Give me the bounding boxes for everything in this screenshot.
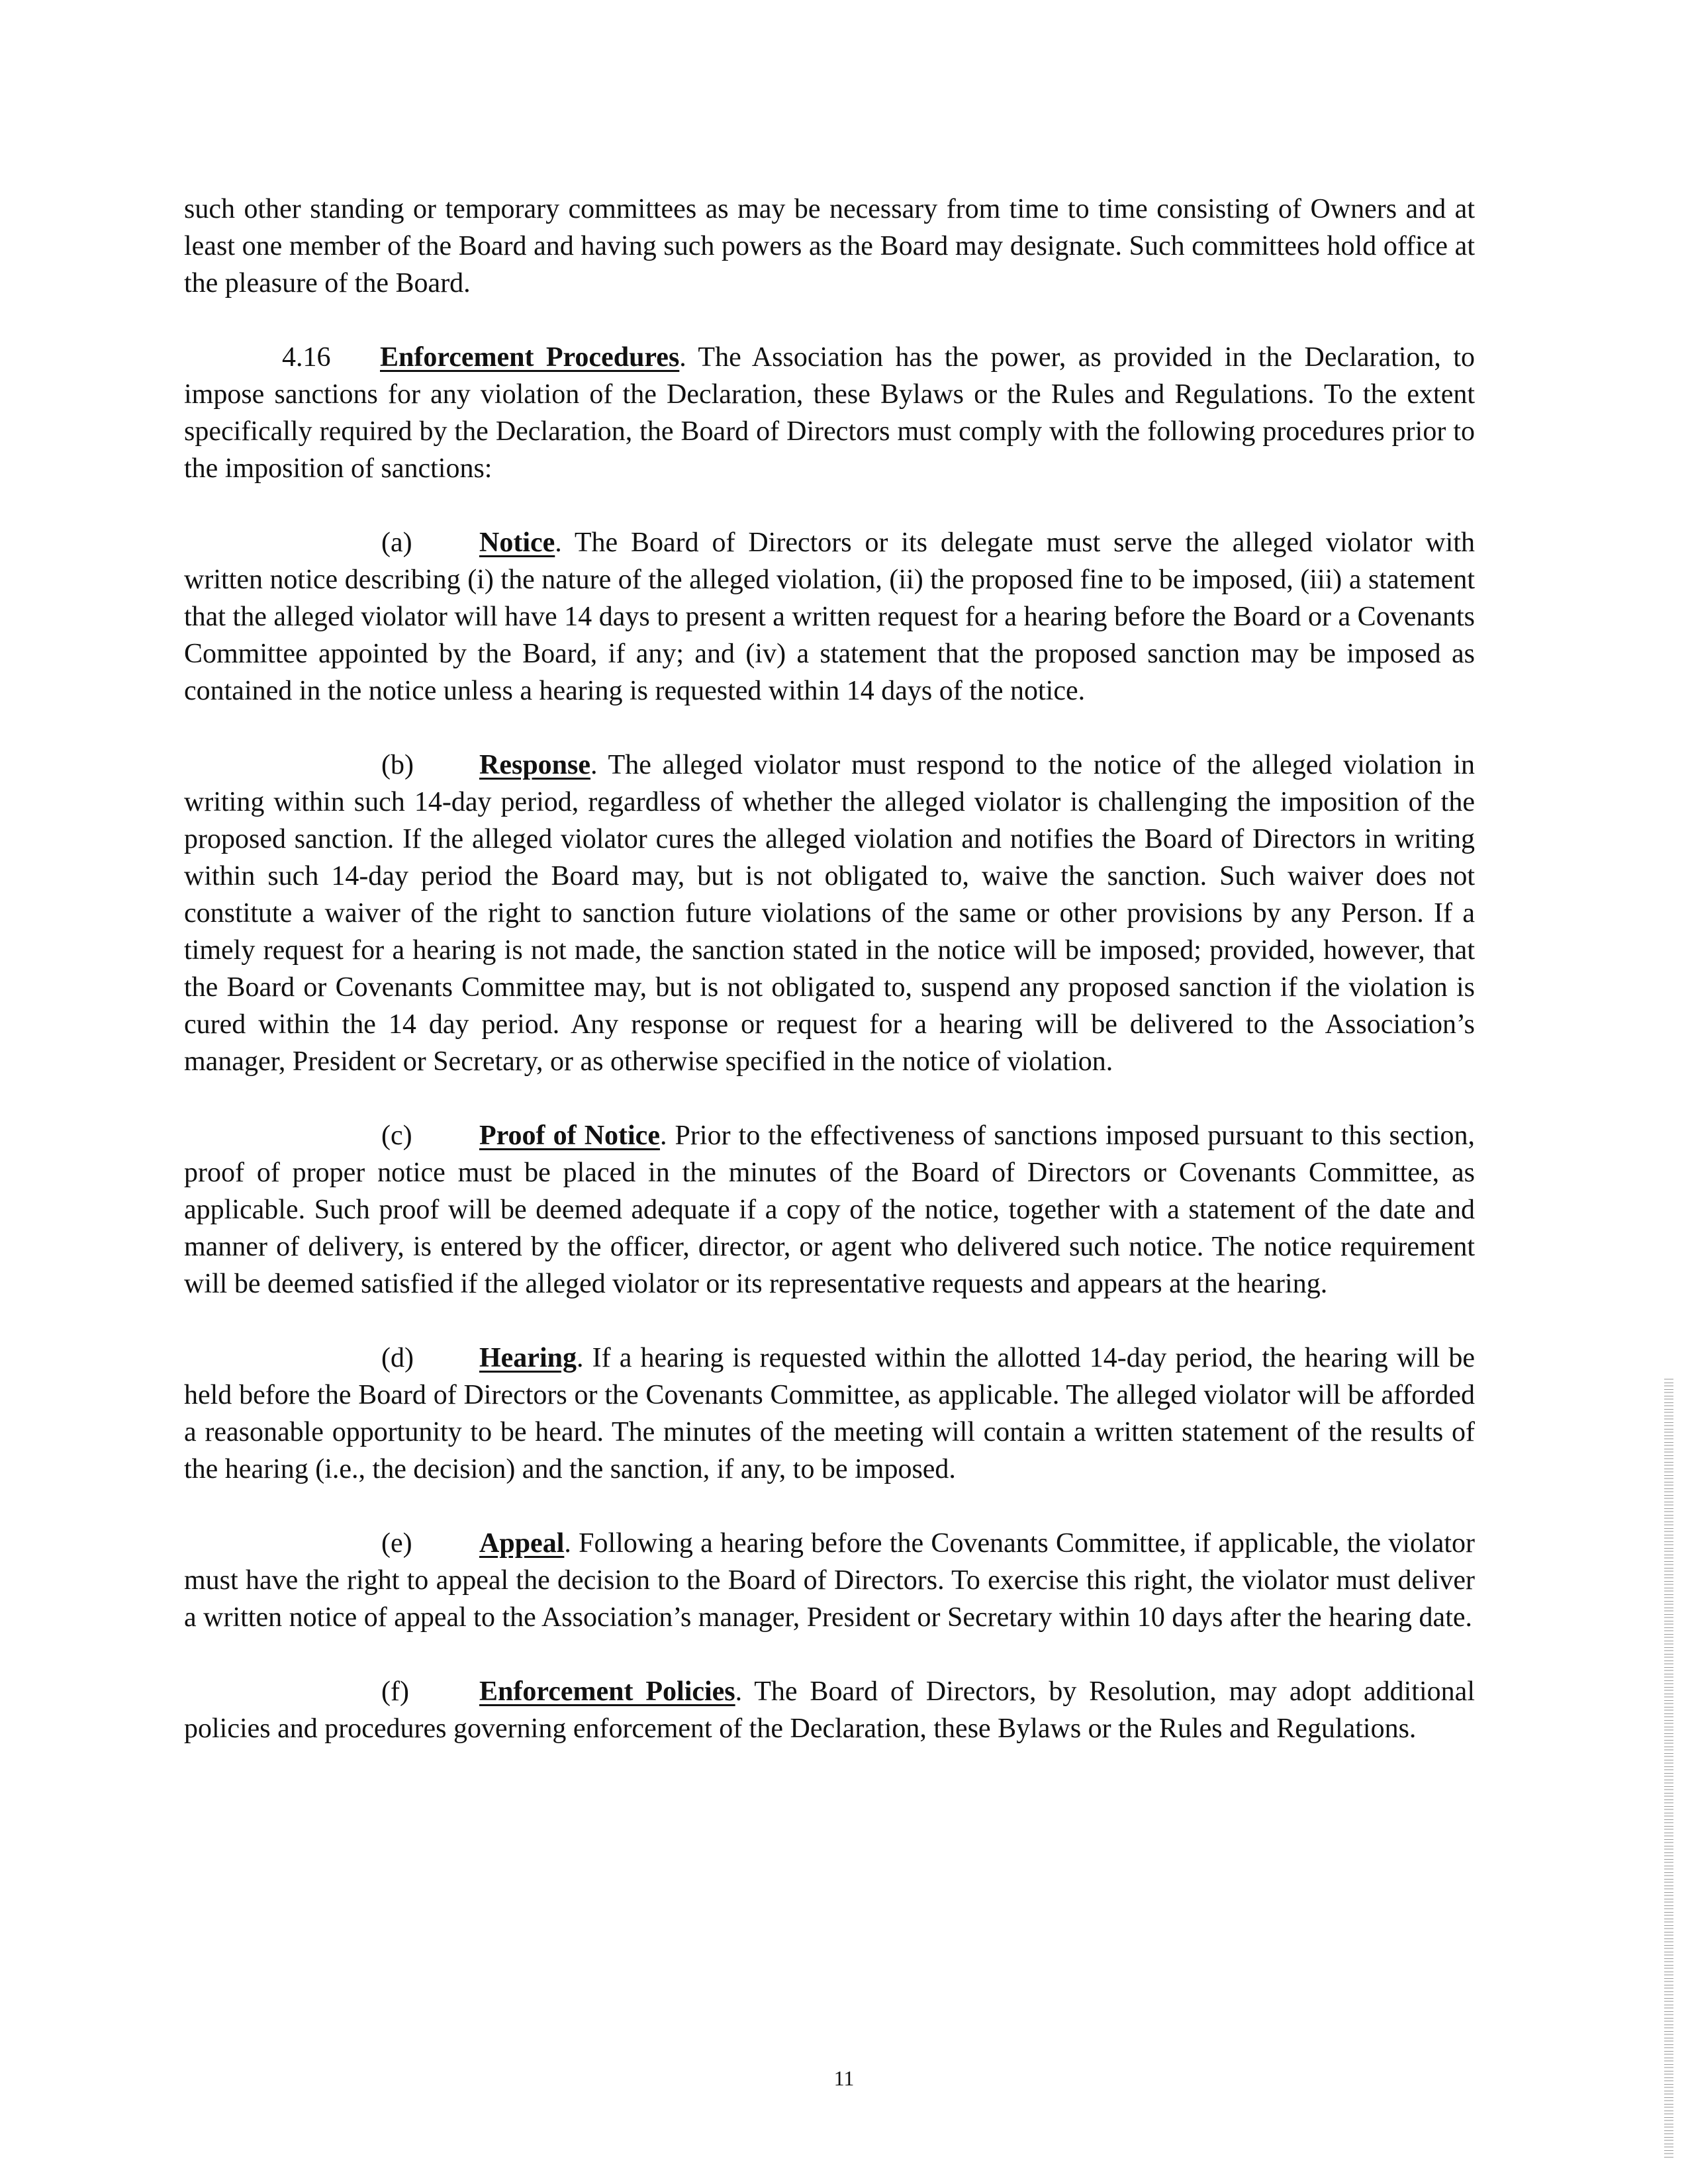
subsection-body: . The alleged violator must respond to the notice of the alleged violation in writing within such 14-day period, regardless of whether the alleged violator is challenging the imposition of the proposed sanction. If the alleged violator cures the alleged violation and notifies the Board of Directors in writing within such 14-day period the Board may, but is not obligated to, waive the sanction. Such waiver does not constitute a waiver of the right to sanction future violations of the same or other provisions by any Person. If a timely request for a hearing is not made, the sanction stated in the notice will be imposed; provided, however, that the Board or Covenants Committee may, but is not obligated to, suspend any proposed sanction if the violation is cured within the 14 day period. Any response or request for a hearing will be delivered to the Association’s manager, President or Secretary, or as otherwise specified in the notice of violation. [184, 750, 1475, 1077]
section-body: . The Association has the power, as provided in the Declaration, to impose sanctions for any violation of the Declaration, these Bylaws or the Rules and Regulations. To the extent specifically required by the Declaration, the Board of Directors must comply with the following procedures prior to the imposition of sanctions: [184, 342, 1475, 484]
section-4-16 [184, 339, 1475, 487]
subsection-d [184, 1340, 1475, 1488]
subsection-label: (e) [381, 1528, 412, 1559]
subsection-f [184, 1673, 1475, 1747]
subsection-e [184, 1525, 1475, 1636]
subsection-heading: Appeal [479, 1528, 565, 1559]
subsection-label: (d) [381, 1343, 414, 1373]
page-number: 11 [833, 2066, 855, 2090]
subsection-heading: Response [479, 750, 591, 780]
scan-edge-artifact [1664, 1377, 1673, 2158]
subsection-heading: Hearing [479, 1343, 577, 1373]
subsection-heading: Enforcement Policies [479, 1676, 735, 1707]
subsection-c [184, 1117, 1475, 1302]
subsection-body: . Following a hearing before the Covenants Committee, if applicable, the violator must have the right to appeal the decision to the Board of Directors. To exercise this right, the violator must deliver a written notice of appeal to the Association’s manager, President or Secretary within 10 days after the hearing date. [184, 1528, 1475, 1633]
intro-paragraph: such other standing or temporary committees as may be necessary from time to time consisting of Owners and at least one member of the Board and having such powers as the Board may designate. Such committees hold office at the pleasure of the Board. [184, 194, 1475, 298]
subsection-heading: Proof of Notice [479, 1120, 660, 1151]
subsection-label: (c) [381, 1120, 412, 1151]
document-body [184, 191, 1475, 1784]
subsection-label: (a) [381, 527, 412, 558]
subsection-body: . The Board of Directors, by Resolution, may adopt additional policies and procedures governing enforcement of the Declaration, these Bylaws or the Rules and Regulations. [184, 1676, 1475, 1744]
subsection-heading: Notice [479, 527, 555, 558]
section-heading: Enforcement Procedures [380, 342, 680, 373]
subsection-body: . If a hearing is requested within the allotted 14-day period, the hearing will be held before the Board of Directors or the Covenants Committee, as applicable. The alleged violator will be afforded a reasonable opportunity to be heard. The minutes of the meeting will contain a written statement of the results of the hearing (i.e., the decision) and the sanction, if any, to be imposed. [184, 1343, 1475, 1484]
subsection-body: . The Board of Directors or its delegate must serve the alleged violator with written notice describing (i) the nature of the alleged violation, (ii) the proposed fine to be imposed, (iii) a statement that the alleged violator will have 14 days to present a written request for a hearing before the Board or a Covenants Committee appointed by the Board, if any; and (iv) a statement that the proposed sanction may be imposed as contained in the notice unless a hearing is requested within 14 days of the notice. [184, 527, 1475, 706]
subsection-label: (f) [381, 1676, 409, 1707]
section-number: 4.16 [282, 342, 331, 373]
subsection-a [184, 524, 1475, 709]
subsection-b [184, 747, 1475, 1080]
subsection-label: (b) [381, 750, 414, 780]
subsection-body: . Prior to the effectiveness of sanctions imposed pursuant to this section, proof of proper notice must be placed in the minutes of the Board of Directors or Covenants Committee, as applicable. Such proof will be deemed adequate if a copy of the notice, together with a statement of the date and manner of delivery, is entered by the officer, director, or agent who delivered such notice. The notice requirement will be deemed satisfied if the alleged violator or its representative requests and appears at the hearing. [184, 1120, 1475, 1299]
